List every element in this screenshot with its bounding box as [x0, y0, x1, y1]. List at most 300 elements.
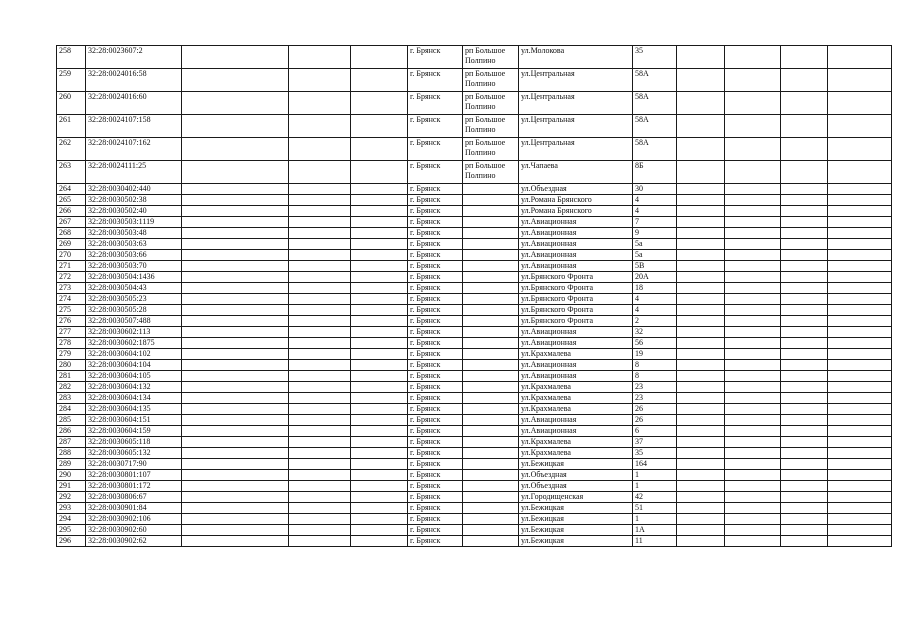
empty-cell	[781, 294, 828, 305]
empty-cell	[725, 338, 781, 349]
empty-cell	[351, 371, 408, 382]
empty-cell	[351, 338, 408, 349]
empty-cell	[351, 459, 408, 470]
city-cell: г. Брянск	[408, 426, 463, 437]
locality-cell	[463, 206, 519, 217]
locality-cell	[463, 404, 519, 415]
empty-cell	[781, 360, 828, 371]
street-cell: ул.Крахмалева	[519, 382, 633, 393]
house-number-cell: 58А	[633, 138, 677, 161]
street-cell: ул.Авиационная	[519, 415, 633, 426]
street-cell: ул.Романа Брянского	[519, 195, 633, 206]
empty-cell	[781, 217, 828, 228]
locality-cell	[463, 426, 519, 437]
row-number-cell: 292	[57, 492, 86, 503]
empty-cell	[182, 184, 289, 195]
empty-cell	[351, 228, 408, 239]
table-row	[57, 514, 892, 525]
street-cell: ул.Авиационная	[519, 327, 633, 338]
house-number-cell: 19	[633, 349, 677, 360]
empty-cell	[289, 514, 351, 525]
empty-cell	[725, 371, 781, 382]
empty-cell	[828, 327, 892, 338]
empty-cell	[828, 459, 892, 470]
locality-cell	[463, 195, 519, 206]
empty-cell	[677, 161, 725, 184]
cadastral-number-cell: 32:28:0030503:70	[86, 261, 182, 272]
house-number-cell: 8Б	[633, 161, 677, 184]
row-number-cell: 285	[57, 415, 86, 426]
house-number-cell: 42	[633, 492, 677, 503]
cadastral-number-cell: 32:28:0024016:60	[86, 92, 182, 115]
empty-cell	[351, 536, 408, 547]
street-cell: ул.Объездная	[519, 184, 633, 195]
cadastral-number-cell: 32:28:0030504:43	[86, 283, 182, 294]
empty-cell	[289, 272, 351, 283]
empty-cell	[289, 437, 351, 448]
empty-cell	[182, 371, 289, 382]
locality-cell	[463, 481, 519, 492]
empty-cell	[725, 195, 781, 206]
table-row	[57, 327, 892, 338]
empty-cell	[781, 415, 828, 426]
empty-cell	[182, 92, 289, 115]
empty-cell	[182, 206, 289, 217]
empty-cell	[781, 228, 828, 239]
empty-cell	[677, 514, 725, 525]
empty-cell	[289, 382, 351, 393]
empty-cell	[677, 349, 725, 360]
locality-cell	[463, 338, 519, 349]
empty-cell	[781, 382, 828, 393]
empty-cell	[289, 316, 351, 327]
empty-cell	[677, 261, 725, 272]
empty-cell	[781, 481, 828, 492]
row-number-cell: 262	[57, 138, 86, 161]
row-number-cell: 272	[57, 272, 86, 283]
table-row	[57, 250, 892, 261]
empty-cell	[781, 404, 828, 415]
empty-cell	[289, 338, 351, 349]
row-number-cell: 266	[57, 206, 86, 217]
empty-cell	[725, 115, 781, 138]
empty-cell	[351, 470, 408, 481]
empty-cell	[828, 92, 892, 115]
cadastral-number-cell: 32:28:0030902:60	[86, 525, 182, 536]
street-cell: ул.Объездная	[519, 481, 633, 492]
house-number-cell: 8	[633, 371, 677, 382]
cadastral-number-cell: 32:28:0030503:66	[86, 250, 182, 261]
house-number-cell: 2	[633, 316, 677, 327]
row-number-cell: 267	[57, 217, 86, 228]
empty-cell	[781, 161, 828, 184]
empty-cell	[677, 437, 725, 448]
empty-cell	[677, 69, 725, 92]
empty-cell	[828, 382, 892, 393]
empty-cell	[781, 393, 828, 404]
city-cell: г. Брянск	[408, 261, 463, 272]
locality-cell	[463, 272, 519, 283]
row-number-cell: 268	[57, 228, 86, 239]
empty-cell	[182, 316, 289, 327]
locality-cell: рп Большое Полпино	[463, 161, 519, 184]
cadastral-number-cell: 32:28:0030902:106	[86, 514, 182, 525]
city-cell: г. Брянск	[408, 283, 463, 294]
table-row	[57, 261, 892, 272]
empty-cell	[677, 195, 725, 206]
empty-cell	[289, 393, 351, 404]
empty-cell	[182, 393, 289, 404]
empty-cell	[781, 184, 828, 195]
empty-cell	[351, 206, 408, 217]
empty-cell	[828, 437, 892, 448]
table-row	[57, 437, 892, 448]
empty-cell	[182, 138, 289, 161]
empty-cell	[351, 360, 408, 371]
empty-cell	[781, 448, 828, 459]
street-cell: ул.Центральная	[519, 115, 633, 138]
empty-cell	[289, 349, 351, 360]
empty-cell	[182, 250, 289, 261]
row-number-cell: 260	[57, 92, 86, 115]
empty-cell	[781, 239, 828, 250]
empty-cell	[182, 536, 289, 547]
city-cell: г. Брянск	[408, 492, 463, 503]
empty-cell	[182, 415, 289, 426]
city-cell: г. Брянск	[408, 481, 463, 492]
city-cell: г. Брянск	[408, 206, 463, 217]
empty-cell	[828, 239, 892, 250]
city-cell: г. Брянск	[408, 503, 463, 514]
city-cell: г. Брянск	[408, 294, 463, 305]
empty-cell	[351, 492, 408, 503]
empty-cell	[677, 305, 725, 316]
street-cell: ул.Бежицкая	[519, 503, 633, 514]
house-number-cell: 18	[633, 283, 677, 294]
empty-cell	[725, 261, 781, 272]
empty-cell	[351, 272, 408, 283]
empty-cell	[289, 426, 351, 437]
empty-cell	[781, 46, 828, 69]
cadastral-number-cell: 32:28:0030505:23	[86, 294, 182, 305]
empty-cell	[182, 272, 289, 283]
empty-cell	[677, 206, 725, 217]
table-row	[57, 382, 892, 393]
cadastral-number-cell: 32:28:0030717:90	[86, 459, 182, 470]
city-cell: г. Брянск	[408, 338, 463, 349]
empty-cell	[351, 503, 408, 514]
empty-cell	[182, 459, 289, 470]
house-number-cell: 4	[633, 195, 677, 206]
city-cell: г. Брянск	[408, 404, 463, 415]
row-number-cell: 280	[57, 360, 86, 371]
cadastral-number-cell: 32:28:0030901:84	[86, 503, 182, 514]
locality-cell	[463, 415, 519, 426]
empty-cell	[289, 360, 351, 371]
empty-cell	[182, 404, 289, 415]
empty-cell	[351, 217, 408, 228]
empty-cell	[289, 448, 351, 459]
row-number-cell: 274	[57, 294, 86, 305]
empty-cell	[781, 459, 828, 470]
empty-cell	[828, 250, 892, 261]
locality-cell	[463, 261, 519, 272]
row-number-cell: 296	[57, 536, 86, 547]
empty-cell	[351, 382, 408, 393]
row-number-cell: 288	[57, 448, 86, 459]
empty-cell	[351, 415, 408, 426]
row-number-cell: 294	[57, 514, 86, 525]
empty-cell	[781, 138, 828, 161]
empty-cell	[781, 503, 828, 514]
table-row	[57, 503, 892, 514]
empty-cell	[289, 161, 351, 184]
empty-cell	[351, 437, 408, 448]
row-number-cell: 291	[57, 481, 86, 492]
city-cell: г. Брянск	[408, 92, 463, 115]
locality-cell: рп Большое Полпино	[463, 115, 519, 138]
row-number-cell: 287	[57, 437, 86, 448]
empty-cell	[289, 371, 351, 382]
empty-cell	[289, 536, 351, 547]
table-row	[57, 470, 892, 481]
empty-cell	[182, 514, 289, 525]
locality-cell	[463, 525, 519, 536]
house-number-cell: 6	[633, 426, 677, 437]
empty-cell	[677, 382, 725, 393]
empty-cell	[289, 503, 351, 514]
row-number-cell: 265	[57, 195, 86, 206]
city-cell: г. Брянск	[408, 415, 463, 426]
empty-cell	[351, 161, 408, 184]
empty-cell	[828, 481, 892, 492]
table-row	[57, 415, 892, 426]
empty-cell	[677, 393, 725, 404]
empty-cell	[781, 283, 828, 294]
empty-cell	[781, 261, 828, 272]
house-number-cell: 30	[633, 184, 677, 195]
empty-cell	[182, 503, 289, 514]
street-cell: ул.Брянского Фронта	[519, 305, 633, 316]
empty-cell	[725, 492, 781, 503]
street-cell: ул.Центральная	[519, 138, 633, 161]
locality-cell	[463, 459, 519, 470]
empty-cell	[351, 481, 408, 492]
empty-cell	[289, 459, 351, 470]
empty-cell	[351, 327, 408, 338]
empty-cell	[828, 217, 892, 228]
table-row	[57, 481, 892, 492]
empty-cell	[677, 138, 725, 161]
empty-cell	[182, 437, 289, 448]
empty-cell	[182, 525, 289, 536]
empty-cell	[828, 426, 892, 437]
city-cell: г. Брянск	[408, 46, 463, 69]
city-cell: г. Брянск	[408, 184, 463, 195]
row-number-cell: 259	[57, 69, 86, 92]
empty-cell	[677, 404, 725, 415]
empty-cell	[351, 514, 408, 525]
street-cell: ул.Бежицкая	[519, 536, 633, 547]
cadastral-number-cell: 32:28:0030604:132	[86, 382, 182, 393]
house-number-cell: 58А	[633, 69, 677, 92]
empty-cell	[351, 305, 408, 316]
empty-cell	[677, 426, 725, 437]
locality-cell	[463, 250, 519, 261]
city-cell: г. Брянск	[408, 195, 463, 206]
cadastral-number-cell: 32:28:0030902:62	[86, 536, 182, 547]
locality-cell	[463, 316, 519, 327]
empty-cell	[828, 338, 892, 349]
row-number-cell: 263	[57, 161, 86, 184]
empty-cell	[828, 514, 892, 525]
row-number-cell: 275	[57, 305, 86, 316]
empty-cell	[781, 426, 828, 437]
street-cell: ул.Крахмалева	[519, 437, 633, 448]
house-number-cell: 5В	[633, 261, 677, 272]
city-cell: г. Брянск	[408, 217, 463, 228]
empty-cell	[182, 426, 289, 437]
empty-cell	[677, 239, 725, 250]
city-cell: г. Брянск	[408, 349, 463, 360]
empty-cell	[289, 217, 351, 228]
empty-cell	[828, 503, 892, 514]
house-number-cell: 23	[633, 382, 677, 393]
empty-cell	[677, 338, 725, 349]
empty-cell	[289, 228, 351, 239]
city-cell: г. Брянск	[408, 239, 463, 250]
empty-cell	[725, 69, 781, 92]
cadastral-number-cell: 32:28:0023607:2	[86, 46, 182, 69]
locality-cell	[463, 239, 519, 250]
empty-cell	[289, 327, 351, 338]
empty-cell	[182, 349, 289, 360]
empty-cell	[351, 261, 408, 272]
empty-cell	[725, 382, 781, 393]
empty-cell	[677, 250, 725, 261]
empty-cell	[351, 426, 408, 437]
cadastral-number-cell: 32:28:0030502:40	[86, 206, 182, 217]
empty-cell	[289, 250, 351, 261]
empty-cell	[677, 327, 725, 338]
street-cell: ул.Бежицкая	[519, 514, 633, 525]
street-cell: ул.Крахмалева	[519, 404, 633, 415]
empty-cell	[725, 283, 781, 294]
empty-cell	[781, 305, 828, 316]
house-number-cell: 164	[633, 459, 677, 470]
empty-cell	[828, 161, 892, 184]
row-number-cell: 282	[57, 382, 86, 393]
empty-cell	[781, 470, 828, 481]
table-row	[57, 349, 892, 360]
empty-cell	[351, 393, 408, 404]
empty-cell	[289, 195, 351, 206]
table-row	[57, 426, 892, 437]
city-cell: г. Брянск	[408, 327, 463, 338]
table-row	[57, 404, 892, 415]
street-cell: ул.Авиационная	[519, 217, 633, 228]
locality-cell	[463, 294, 519, 305]
empty-cell	[828, 115, 892, 138]
locality-cell	[463, 305, 519, 316]
empty-cell	[828, 393, 892, 404]
cadastral-number-cell: 32:28:0030604:105	[86, 371, 182, 382]
cadastral-number-cell: 32:28:0030503:63	[86, 239, 182, 250]
city-cell: г. Брянск	[408, 138, 463, 161]
cadastral-number-cell: 32:28:0030604:102	[86, 349, 182, 360]
empty-cell	[725, 459, 781, 470]
empty-cell	[828, 184, 892, 195]
table-row	[57, 272, 892, 283]
table-row	[57, 393, 892, 404]
city-cell: г. Брянск	[408, 115, 463, 138]
cadastral-number-cell: 32:28:0030604:159	[86, 426, 182, 437]
city-cell: г. Брянск	[408, 393, 463, 404]
locality-cell	[463, 393, 519, 404]
cadastral-number-cell: 32:28:0030504:1436	[86, 272, 182, 283]
empty-cell	[182, 261, 289, 272]
empty-cell	[182, 338, 289, 349]
table-row	[57, 360, 892, 371]
empty-cell	[289, 69, 351, 92]
empty-cell	[182, 46, 289, 69]
street-cell: ул.Брянского Фронта	[519, 294, 633, 305]
house-number-cell: 26	[633, 404, 677, 415]
house-number-cell: 51	[633, 503, 677, 514]
locality-cell	[463, 360, 519, 371]
empty-cell	[828, 283, 892, 294]
row-number-cell: 273	[57, 283, 86, 294]
empty-cell	[828, 305, 892, 316]
street-cell: ул.Авиационная	[519, 338, 633, 349]
empty-cell	[351, 138, 408, 161]
house-number-cell: 23	[633, 393, 677, 404]
empty-cell	[677, 184, 725, 195]
house-number-cell: 1	[633, 481, 677, 492]
cadastral-number-cell: 32:28:0030602:113	[86, 327, 182, 338]
empty-cell	[781, 437, 828, 448]
empty-cell	[677, 371, 725, 382]
cadastral-number-cell: 32:28:0030806:67	[86, 492, 182, 503]
city-cell: г. Брянск	[408, 525, 463, 536]
empty-cell	[828, 415, 892, 426]
empty-cell	[289, 294, 351, 305]
empty-cell	[677, 283, 725, 294]
locality-cell	[463, 349, 519, 360]
empty-cell	[725, 239, 781, 250]
empty-cell	[289, 492, 351, 503]
locality-cell: рп Большое Полпино	[463, 92, 519, 115]
empty-cell	[828, 206, 892, 217]
city-cell: г. Брянск	[408, 161, 463, 184]
city-cell: г. Брянск	[408, 536, 463, 547]
house-number-cell: 58А	[633, 92, 677, 115]
empty-cell	[182, 382, 289, 393]
empty-cell	[182, 470, 289, 481]
house-number-cell: 4	[633, 305, 677, 316]
empty-cell	[289, 46, 351, 69]
empty-cell	[351, 525, 408, 536]
table-row	[57, 338, 892, 349]
empty-cell	[351, 239, 408, 250]
house-number-cell: 37	[633, 437, 677, 448]
empty-cell	[725, 316, 781, 327]
street-cell: ул.Центральная	[519, 69, 633, 92]
empty-cell	[828, 46, 892, 69]
empty-cell	[725, 161, 781, 184]
row-number-cell: 279	[57, 349, 86, 360]
empty-cell	[351, 195, 408, 206]
